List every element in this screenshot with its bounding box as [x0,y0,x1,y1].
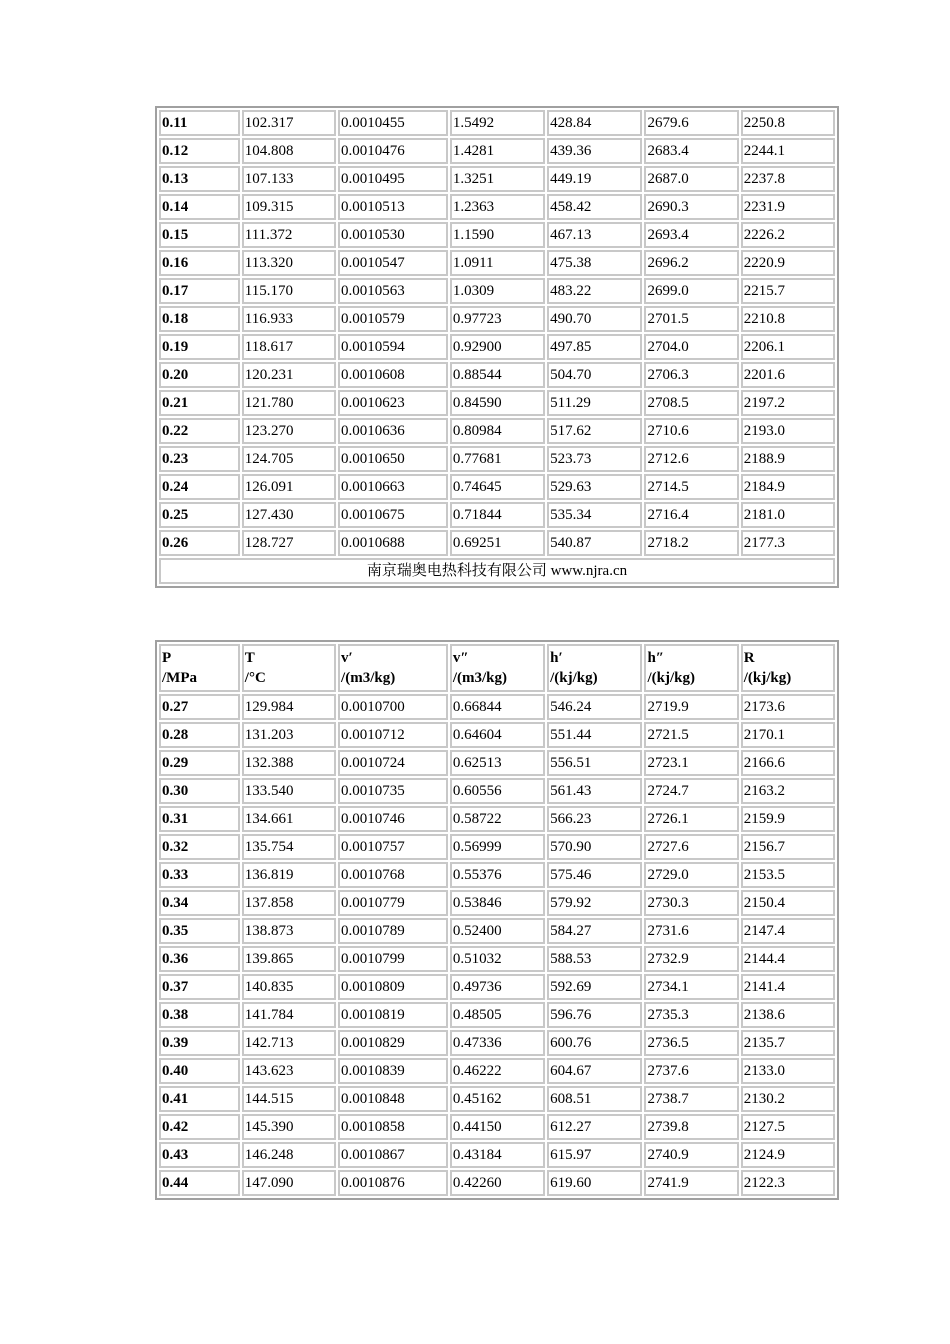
company-footer: 南京瑞奥电热科技有限公司 www.njra.cn [159,558,835,584]
table-cell: 0.0010623 [338,390,448,416]
pressure-cell: 0.37 [159,974,240,1000]
pressure-cell: 0.44 [159,1170,240,1196]
table-cell: 102.317 [242,110,336,136]
table-cell: 2736.5 [644,1030,738,1056]
table-cell: 2159.9 [741,806,835,832]
pressure-cell: 0.39 [159,1030,240,1056]
header-latent-heat: R /(kj/kg) [741,644,835,692]
table-row [159,1086,835,1112]
table-cell: 2731.6 [644,918,738,944]
table-cell: 2708.5 [644,390,738,416]
table-cell: 0.62513 [450,750,545,776]
table-cell: 1.3251 [450,166,545,192]
pressure-cell: 0.23 [159,446,240,472]
table-cell: 2173.6 [741,694,835,720]
table-cell: 1.2363 [450,194,545,220]
pressure-cell: 0.29 [159,750,240,776]
pressure-cell: 0.12 [159,138,240,164]
table-cell: 143.623 [242,1058,336,1084]
table-cell: 1.5492 [450,110,545,136]
table-cell: 490.70 [547,306,642,332]
table-cell: 2201.6 [741,362,835,388]
table-cell: 2156.7 [741,834,835,860]
table-cell: 2696.2 [644,250,738,276]
table-cell: 2734.1 [644,974,738,1000]
table-cell: 0.49736 [450,974,545,1000]
table-cell: 0.0010858 [338,1114,448,1140]
table-cell: 475.38 [547,250,642,276]
header-pressure: P /MPa [159,644,240,692]
table-cell: 551.44 [547,722,642,748]
table-cell: 126.091 [242,474,336,500]
pressure-cell: 0.36 [159,946,240,972]
table-cell: 2739.8 [644,1114,738,1140]
table-row [159,1170,835,1196]
pressure-cell: 0.21 [159,390,240,416]
table-cell: 0.0010757 [338,834,448,860]
table-cell: 2710.6 [644,418,738,444]
table-cell: 104.808 [242,138,336,164]
steam-table-2-body [159,694,835,1196]
table-cell: 127.430 [242,502,336,528]
table-cell: 2153.5 [741,862,835,888]
table-cell: 2679.6 [644,110,738,136]
table-cell: 121.780 [242,390,336,416]
table-row [159,530,835,556]
table-cell: 0.0010563 [338,278,448,304]
table-row [159,306,835,332]
table-cell: 0.48505 [450,1002,545,1028]
table-cell: 2693.4 [644,222,738,248]
table-cell: 128.727 [242,530,336,556]
table-cell: 137.858 [242,890,336,916]
table-cell: 2250.8 [741,110,835,136]
pressure-cell: 0.24 [159,474,240,500]
pressure-cell: 0.18 [159,306,240,332]
table-cell: 2735.3 [644,1002,738,1028]
table-cell: 2210.8 [741,306,835,332]
table-cell: 2737.6 [644,1058,738,1084]
table-cell: 2687.0 [644,166,738,192]
table-row [159,166,835,192]
table-cell: 566.23 [547,806,642,832]
table-cell: 535.34 [547,502,642,528]
table-cell: 129.984 [242,694,336,720]
table-cell: 0.66844 [450,694,545,720]
table-cell: 139.865 [242,946,336,972]
table-cell: 140.835 [242,974,336,1000]
table-cell: 2170.1 [741,722,835,748]
table-cell: 2135.7 [741,1030,835,1056]
pressure-cell: 0.14 [159,194,240,220]
table-cell: 0.84590 [450,390,545,416]
pressure-cell: 0.33 [159,862,240,888]
table-cell: 2738.7 [644,1086,738,1112]
table-cell: 615.97 [547,1142,642,1168]
header-temperature: T /°C [242,644,336,692]
table-cell: 0.60556 [450,778,545,804]
table-cell: 0.0010476 [338,138,448,164]
table-cell: 2226.2 [741,222,835,248]
table-row [159,362,835,388]
table-cell: 2133.0 [741,1058,835,1084]
table-cell: 0.43184 [450,1142,545,1168]
table-cell: 2150.4 [741,890,835,916]
table-cell: 0.0010700 [338,694,448,720]
table-cell: 2724.7 [644,778,738,804]
table-cell: 124.705 [242,446,336,472]
pressure-cell: 0.11 [159,110,240,136]
table-cell: 131.203 [242,722,336,748]
table-cell: 2723.1 [644,750,738,776]
table-cell: 118.617 [242,334,336,360]
table-cell: 2704.0 [644,334,738,360]
table-cell: 556.51 [547,750,642,776]
pressure-cell: 0.40 [159,1058,240,1084]
table-row [159,1058,835,1084]
table-cell: 142.713 [242,1030,336,1056]
table-cell: 428.84 [547,110,642,136]
table-cell: 0.0010848 [338,1086,448,1112]
table-cell: 0.88544 [450,362,545,388]
table-cell: 592.69 [547,974,642,1000]
table-cell: 497.85 [547,334,642,360]
table-cell: 2127.5 [741,1114,835,1140]
table-cell: 561.43 [547,778,642,804]
table-cell: 588.53 [547,946,642,972]
table-row [159,974,835,1000]
table-cell: 2716.4 [644,502,738,528]
table-row [159,1142,835,1168]
pressure-cell: 0.27 [159,694,240,720]
table-cell: 2244.1 [741,138,835,164]
table-cell: 458.42 [547,194,642,220]
table-cell: 0.74645 [450,474,545,500]
pressure-cell: 0.19 [159,334,240,360]
table-cell: 0.0010513 [338,194,448,220]
table-row [159,946,835,972]
header-liquid-volume: v′ /(m3/kg) [338,644,448,692]
table-cell: 612.27 [547,1114,642,1140]
pressure-cell: 0.16 [159,250,240,276]
table-row [159,138,835,164]
table-cell: 0.0010579 [338,306,448,332]
table-cell: 0.46222 [450,1058,545,1084]
table-cell: 107.133 [242,166,336,192]
table-cell: 132.388 [242,750,336,776]
header-vapor-volume: v″ /(m3/kg) [450,644,545,692]
pressure-cell: 0.22 [159,418,240,444]
table-row [159,694,835,720]
table-cell: 0.92900 [450,334,545,360]
table-cell: 2141.4 [741,974,835,1000]
table-cell: 0.53846 [450,890,545,916]
table-cell: 0.44150 [450,1114,545,1140]
table-cell: 109.315 [242,194,336,220]
table-cell: 0.56999 [450,834,545,860]
table-cell: 0.0010768 [338,862,448,888]
pressure-cell: 0.17 [159,278,240,304]
table-cell: 1.1590 [450,222,545,248]
table-cell: 504.70 [547,362,642,388]
table-footer-row [159,558,835,584]
table-cell: 0.52400 [450,918,545,944]
table-cell: 0.0010636 [338,418,448,444]
table-cell: 0.0010746 [338,806,448,832]
table-row [159,502,835,528]
table-row [159,806,835,832]
table-cell: 2193.0 [741,418,835,444]
table-cell: 141.784 [242,1002,336,1028]
pressure-cell: 0.30 [159,778,240,804]
table-cell: 0.0010455 [338,110,448,136]
table-cell: 2184.9 [741,474,835,500]
table-cell: 0.69251 [450,530,545,556]
table-cell: 0.55376 [450,862,545,888]
header-liquid-enthalpy: h′ /(kj/kg) [547,644,642,692]
table-cell: 0.0010547 [338,250,448,276]
table-cell: 439.36 [547,138,642,164]
table-cell: 1.4281 [450,138,545,164]
table-cell: 0.58722 [450,806,545,832]
table-cell: 1.0309 [450,278,545,304]
pressure-cell: 0.28 [159,722,240,748]
table-cell: 0.0010779 [338,890,448,916]
table-cell: 2721.5 [644,722,738,748]
table-cell: 0.77681 [450,446,545,472]
table-cell: 2124.9 [741,1142,835,1168]
table-row [159,418,835,444]
pressure-cell: 0.43 [159,1142,240,1168]
table-cell: 2741.9 [644,1170,738,1196]
table-cell: 2163.2 [741,778,835,804]
pressure-cell: 0.13 [159,166,240,192]
table-cell: 2147.4 [741,918,835,944]
table-cell: 115.170 [242,278,336,304]
table-row [159,250,835,276]
table-cell: 146.248 [242,1142,336,1168]
table-row [159,110,835,136]
table-cell: 2690.3 [644,194,738,220]
table-row [159,1002,835,1028]
table-cell: 2197.2 [741,390,835,416]
table-cell: 144.515 [242,1086,336,1112]
table-cell: 0.0010799 [338,946,448,972]
table-cell: 0.0010688 [338,530,448,556]
table-cell: 546.24 [547,694,642,720]
table-cell: 111.372 [242,222,336,248]
table-cell: 113.320 [242,250,336,276]
table-row [159,722,835,748]
table-cell: 123.270 [242,418,336,444]
table-cell: 133.540 [242,778,336,804]
table-row [159,778,835,804]
table-cell: 0.0010735 [338,778,448,804]
table-row [159,890,835,916]
table-row [159,446,835,472]
table-row [159,278,835,304]
pressure-cell: 0.32 [159,834,240,860]
table-cell: 2138.6 [741,1002,835,1028]
pressure-cell: 0.35 [159,918,240,944]
table-cell: 0.0010867 [338,1142,448,1168]
table-cell: 0.0010876 [338,1170,448,1196]
table-cell: 2706.3 [644,362,738,388]
table-cell: 116.933 [242,306,336,332]
table-cell: 138.873 [242,918,336,944]
table-cell: 529.63 [547,474,642,500]
table-cell: 0.0010650 [338,446,448,472]
pressure-cell: 0.42 [159,1114,240,1140]
steam-table-1-body [159,110,835,556]
table-cell: 2144.4 [741,946,835,972]
table-cell: 2701.5 [644,306,738,332]
steam-table-2 [155,640,839,1200]
table-cell: 0.0010819 [338,1002,448,1028]
table-cell: 0.42260 [450,1170,545,1196]
table-cell: 0.45162 [450,1086,545,1112]
table-cell: 0.51032 [450,946,545,972]
table-cell: 2732.9 [644,946,738,972]
pressure-cell: 0.41 [159,1086,240,1112]
steam-table-1 [155,106,839,588]
pressure-cell: 0.15 [159,222,240,248]
table-row [159,918,835,944]
table-cell: 584.27 [547,918,642,944]
pressure-cell: 0.25 [159,502,240,528]
table-cell: 2740.9 [644,1142,738,1168]
table-cell: 147.090 [242,1170,336,1196]
table-cell: 2231.9 [741,194,835,220]
table-cell: 579.92 [547,890,642,916]
table-cell: 600.76 [547,1030,642,1056]
table-cell: 2122.3 [741,1170,835,1196]
pressure-cell: 0.20 [159,362,240,388]
table-row [159,862,835,888]
table-cell: 2683.4 [644,138,738,164]
table-cell: 0.0010712 [338,722,448,748]
table-cell: 523.73 [547,446,642,472]
table-cell: 0.0010663 [338,474,448,500]
table-cell: 2712.6 [644,446,738,472]
table-cell: 517.62 [547,418,642,444]
table-cell: 511.29 [547,390,642,416]
table-header-row [159,644,835,692]
table-cell: 0.0010724 [338,750,448,776]
table-cell: 604.67 [547,1058,642,1084]
table-cell: 2188.9 [741,446,835,472]
table-cell: 2726.1 [644,806,738,832]
table-cell: 0.0010789 [338,918,448,944]
table-cell: 0.0010675 [338,502,448,528]
table-cell: 467.13 [547,222,642,248]
table-row [159,194,835,220]
table-cell: 596.76 [547,1002,642,1028]
table-cell: 2727.6 [644,834,738,860]
table-cell: 483.22 [547,278,642,304]
table-cell: 2730.3 [644,890,738,916]
table-row [159,750,835,776]
table-cell: 120.231 [242,362,336,388]
table-cell: 0.71844 [450,502,545,528]
table-cell: 2206.1 [741,334,835,360]
table-cell: 0.0010829 [338,1030,448,1056]
table-cell: 2729.0 [644,862,738,888]
table-cell: 2718.2 [644,530,738,556]
pressure-cell: 0.31 [159,806,240,832]
table-cell: 0.0010608 [338,362,448,388]
table-row [159,222,835,248]
table-row [159,474,835,500]
table-cell: 0.0010594 [338,334,448,360]
table-cell: 2719.9 [644,694,738,720]
table-cell: 135.754 [242,834,336,860]
pressure-cell: 0.38 [159,1002,240,1028]
table-cell: 2130.2 [741,1086,835,1112]
table-row [159,1114,835,1140]
table-cell: 134.661 [242,806,336,832]
table-cell: 575.46 [547,862,642,888]
table-cell: 619.60 [547,1170,642,1196]
table-row [159,1030,835,1056]
table-cell: 145.390 [242,1114,336,1140]
table-cell: 0.0010839 [338,1058,448,1084]
pressure-cell: 0.26 [159,530,240,556]
table-cell: 540.87 [547,530,642,556]
table-cell: 0.80984 [450,418,545,444]
table-cell: 0.0010495 [338,166,448,192]
table-row [159,390,835,416]
table-cell: 0.0010530 [338,222,448,248]
table-cell: 570.90 [547,834,642,860]
table-cell: 608.51 [547,1086,642,1112]
table-cell: 0.47336 [450,1030,545,1056]
table-cell: 2166.6 [741,750,835,776]
table-cell: 2714.5 [644,474,738,500]
table-cell: 2220.9 [741,250,835,276]
table-cell: 136.819 [242,862,336,888]
table-cell: 2237.8 [741,166,835,192]
table-row [159,334,835,360]
table-cell: 2699.0 [644,278,738,304]
table-cell: 0.0010809 [338,974,448,1000]
table-row [159,834,835,860]
table-cell: 449.19 [547,166,642,192]
pressure-cell: 0.34 [159,890,240,916]
table-cell: 1.0911 [450,250,545,276]
table-cell: 2181.0 [741,502,835,528]
header-vapor-enthalpy: h″ /(kj/kg) [644,644,738,692]
table-cell: 2177.3 [741,530,835,556]
table-cell: 2215.7 [741,278,835,304]
table-cell: 0.97723 [450,306,545,332]
table-cell: 0.64604 [450,722,545,748]
